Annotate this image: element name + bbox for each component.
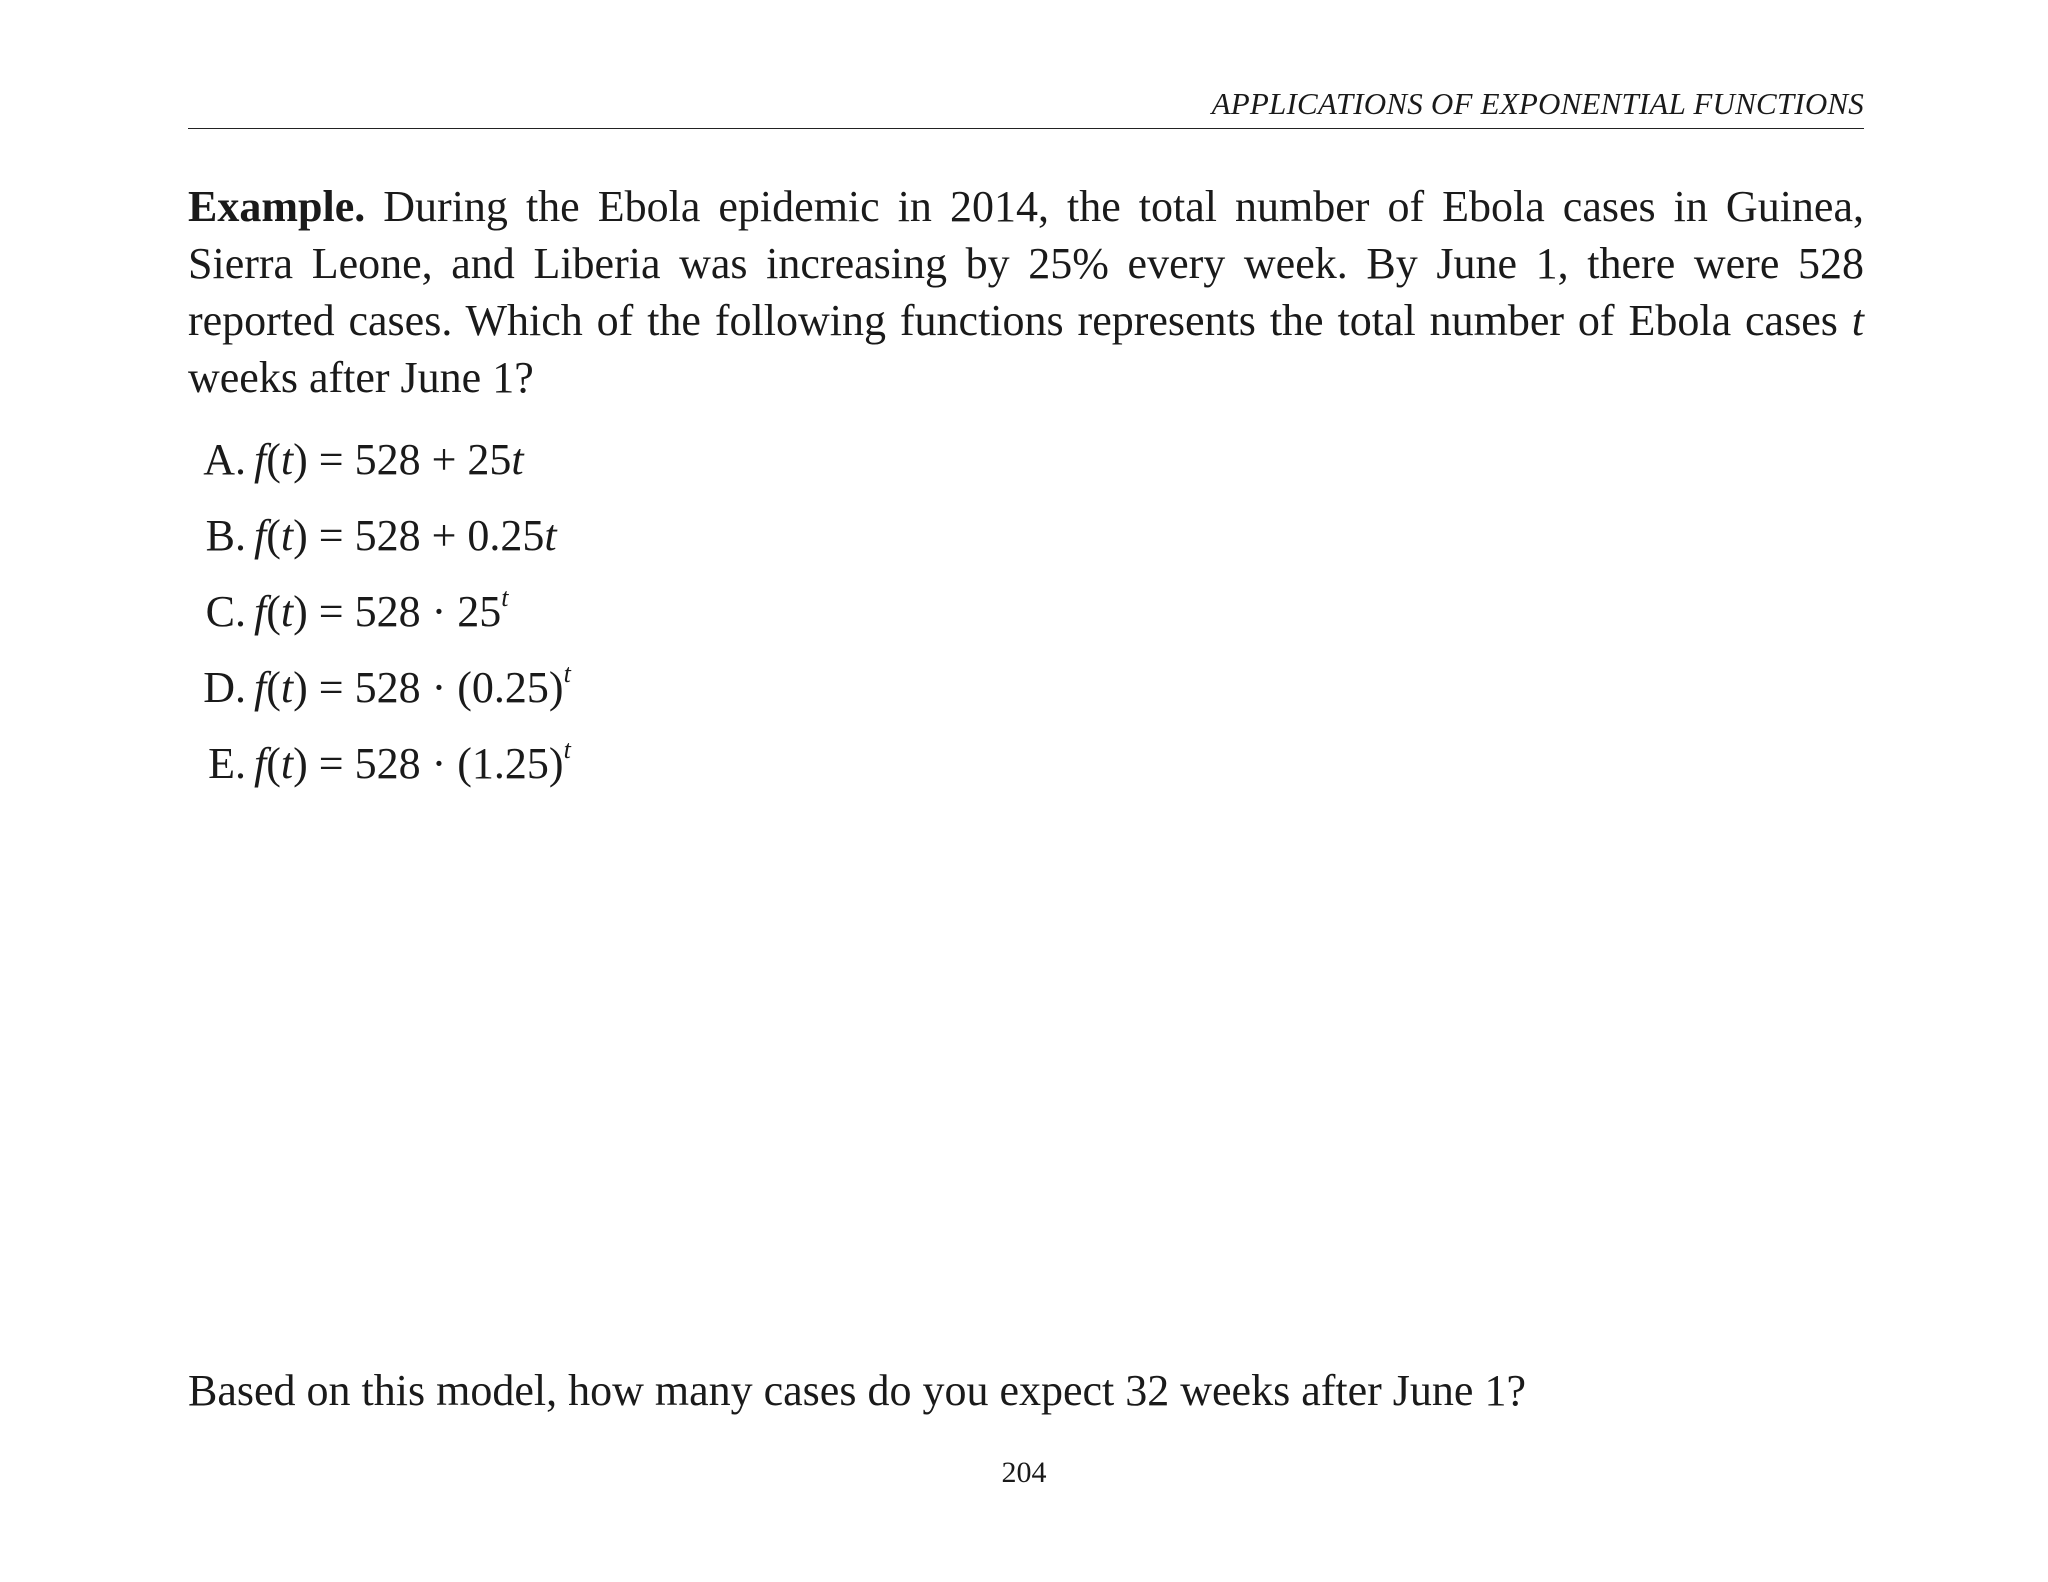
choice-b: B. f(t) = 528 + 0.25t bbox=[188, 506, 1188, 582]
choice-exponent: t bbox=[563, 735, 571, 764]
example-label: Example. bbox=[188, 182, 366, 231]
choice-exponent: t bbox=[563, 659, 571, 688]
function-name: f bbox=[254, 511, 267, 560]
choice-letter: E. bbox=[208, 739, 246, 788]
choice-c: C. $f(t) = 528 \cdot 25^t$ bbox=[188, 582, 1188, 658]
choice-expression: = 528 · (0.25) bbox=[307, 663, 564, 712]
choice-letter: D. bbox=[203, 663, 246, 712]
choice-letter: A. bbox=[203, 435, 246, 484]
function-argument: t bbox=[280, 435, 294, 484]
function-name: f bbox=[254, 435, 267, 484]
choice-exponent: t bbox=[501, 583, 509, 612]
running-header: APPLICATIONS OF EXPONENTIAL FUNCTIONS bbox=[1211, 86, 1864, 121]
problem-statement bbox=[188, 178, 1864, 406]
choice-d: D. $f(t) = 528 \cdot (0.25)^t$ bbox=[188, 658, 1188, 734]
function-argument: t bbox=[280, 511, 294, 560]
followup-question: Based on this model, how many cases do you expect 32 weeks after June 1? bbox=[188, 1366, 1526, 1415]
choice-expression: = 528 · (1.25) bbox=[307, 739, 564, 788]
problem-text-part1: During the Ebola epidemic in 2014, the total number of Ebola cases in Guinea, Sierra Leone, and Liberia was increasing by 25% every week. By June 1, there were 528 reported cases. Which of the following functions represents the total number of Ebola cases bbox=[188, 182, 1864, 345]
choice-expression: = 528 + 25 bbox=[307, 435, 512, 484]
choice-expression: = 528 + 0.25 bbox=[307, 511, 545, 560]
page-number: 204 bbox=[1001, 1456, 1047, 1489]
choice-a: A. f(t) = 528 + 25t bbox=[188, 430, 1188, 506]
problem-text-part2: weeks after June 1? bbox=[188, 353, 534, 402]
function-argument: t bbox=[280, 739, 294, 788]
header-rule bbox=[188, 128, 1864, 129]
function-name: f bbox=[254, 587, 267, 636]
answer-choices bbox=[188, 430, 1188, 810]
choice-variable: t bbox=[511, 435, 524, 484]
choice-variable: t bbox=[544, 511, 557, 560]
function-argument: t bbox=[280, 587, 294, 636]
choice-letter: B. bbox=[205, 511, 246, 560]
function-argument: t bbox=[280, 663, 294, 712]
choice-e: E. $f(t) = 528 \cdot (1.25)^t$ bbox=[188, 734, 1188, 810]
choice-expression: = 528 · 25 bbox=[307, 587, 502, 636]
function-name: f bbox=[254, 739, 267, 788]
choice-letter: C. bbox=[205, 587, 246, 636]
function-name: f bbox=[254, 663, 267, 712]
problem-variable: t bbox=[1851, 296, 1864, 345]
